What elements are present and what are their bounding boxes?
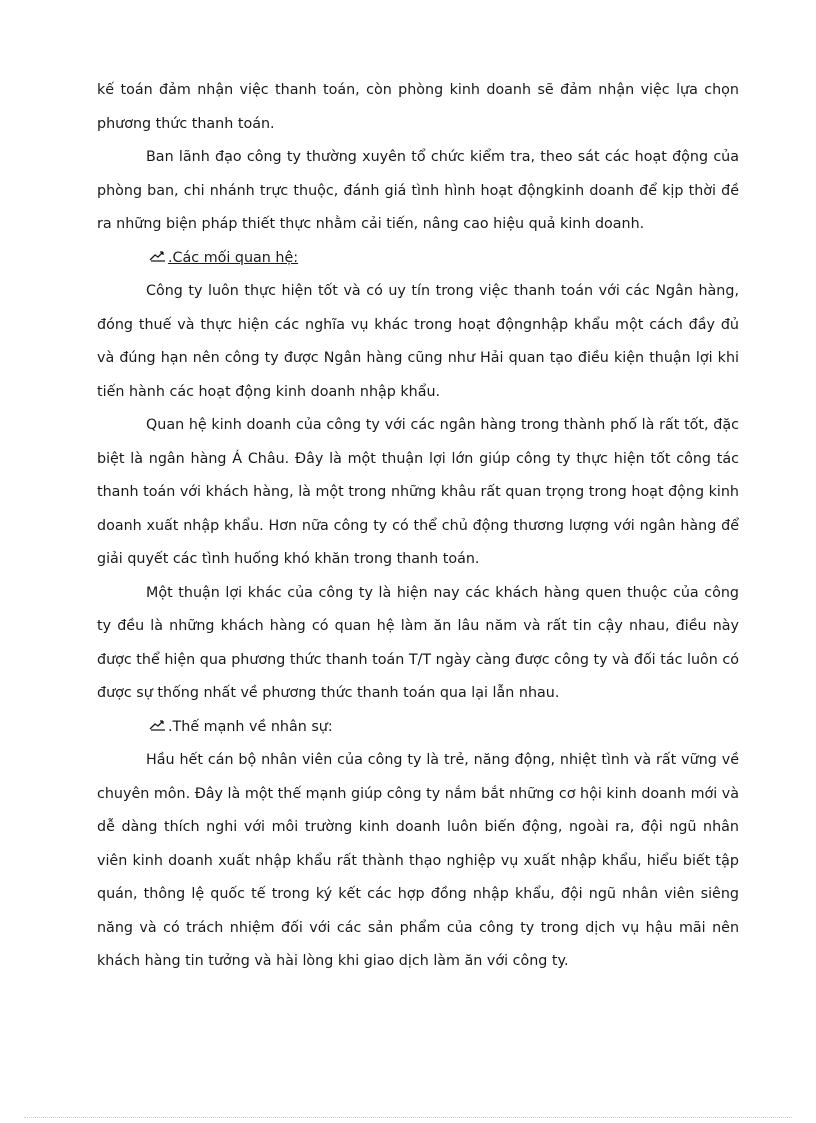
section-heading-label: .Thế mạnh về nhân sự:: [168, 718, 333, 735]
pointing-hand-icon: [149, 242, 166, 276]
paragraph-bank-business: Quan hệ kinh doanh của công ty với các ngân hàng trong thành phố là rất tốt, đặc biệt là ngân hàng Á Châu. Đây là một thuận lợi lớn giúp công ty thực hiện tốt công tác thanh toán với khách hàng, là một trong những khâu rất quan trọng trong hoạt động kinh doanh xuất nhập khẩu. Hơn nữa công ty có thể chủ động thương lượng với ngân hàng để giải quyết các tình huống khó khăn trong thanh toán.: [97, 417, 739, 567]
document-body: [97, 74, 739, 979]
section-heading-label: .Các mối quan hệ:: [168, 249, 299, 266]
page-divider: [24, 1117, 792, 1118]
paragraph-bank-relations: Công ty luôn thực hiện tốt và có uy tín trong việc thanh toán với các Ngân hàng, đóng thuế và thực hiện các nghĩa vụ khác trong hoạt độngnhập khẩu một cách đầy đủ và đúng hạn nên công ty được Ngân hàng cũng như Hải quan tạo điều kiện thuận lợi khi tiến hành các hoạt động kinh doanh nhập khẩu.: [97, 283, 739, 400]
paragraph-customers: Một thuận lợi khác của công ty là hiện nay các khách hàng quen thuộc của công ty đều là những khách hàng có quan hệ làm ăn lâu năm và rất tin cậy nhau, điều này được thể hiện qua phương thức thanh toán T/T ngày càng được công ty và đối tác luôn có được sự thống nhất về phương thức thanh toán qua lại lẫn nhau.: [97, 584, 739, 701]
paragraph-continued: kế toán đảm nhận việc thanh toán, còn phòng kinh doanh sẽ đảm nhận việc lựa chọn phương thức thanh toán.: [97, 82, 739, 132]
paragraph-management: Ban lãnh đạo công ty thường xuyên tổ chức kiểm tra, theo sát các hoạt động của phòng ban, chi nhánh trực thuộc, đánh giá tình hình hoạt độngkinh doanh để kịp thời đề ra những biện pháp thiết thực nhằm cải tiến, nâng cao hiệu quả kinh doanh.: [97, 149, 739, 232]
section-heading-staff: [97, 711, 739, 745]
pointing-hand-icon: [149, 711, 166, 745]
paragraph-staff-strength: Hầu hết cán bộ nhân viên của công ty là trẻ, năng động, nhiệt tình và rất vững về chuyên môn. Đây là một thế mạnh giúp công ty nắm bắt những cơ hội kinh doanh mới và dễ dàng thích nghi với môi trường kinh doanh luôn biến động, ngoài ra, đội ngũ nhân viên kinh doanh xuất nhập khẩu rất thành thạo nghiệp vụ xuất nhập khẩu, hiểu biết tập quán, thông lệ quốc tế trong ký kết các hợp đồng nhập khẩu, đội ngũ nhân viên siêng năng và có trách nhiệm đối với các sản phẩm của công ty trong dịch vụ hậu mãi nên khách hàng tin tưởng và hài lòng khi giao dịch làm ăn với công ty.: [97, 752, 739, 969]
section-heading-relations: [97, 242, 739, 276]
